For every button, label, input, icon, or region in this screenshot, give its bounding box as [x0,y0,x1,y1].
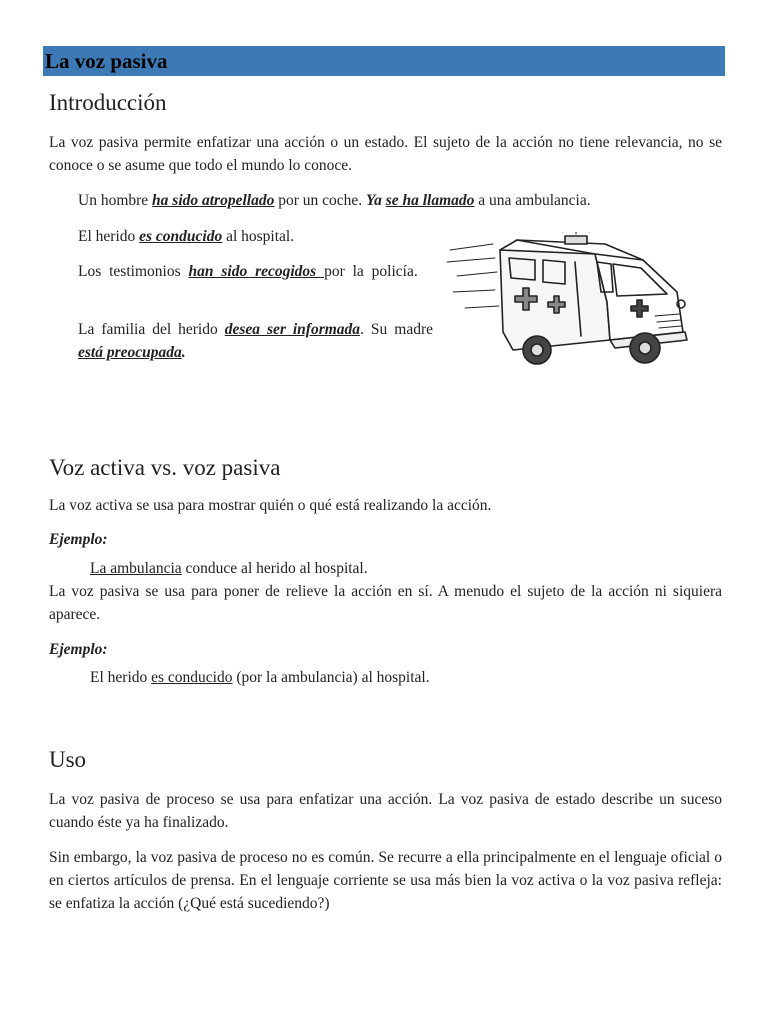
passive-phrase: desea ser informada [224,321,361,338]
passive-example [90,666,710,689]
uso-paragraph-1: La voz pasiva de proceso se usa para enfatizar una acción. La voz pasiva de estado describe un suceso cuando éste ya ha finalizado. [49,791,722,831]
intro-example-1 [78,189,718,212]
active-paragraph: La voz activa se usa para mostrar quién o qué está realizando la acción. [49,497,492,514]
intro-heading: Introducción [49,90,167,115]
text: Ya [366,192,386,209]
passive-phrase: se ha llamado [385,192,475,209]
example-label: Ejemplo: [49,641,108,658]
uso-heading: Uso [49,747,87,772]
text: Los testimonios [78,263,189,280]
text: a una ambulancia. [474,192,591,209]
passive-phrase: es conducido [139,228,223,245]
passive-phrase: ha sido atropellado [152,192,275,209]
text: conduce al herido al hospital. [181,560,368,577]
text: . [181,344,186,361]
passive-phrase: es conducido [151,669,233,686]
page-title: La voz pasiva [45,49,168,73]
subject-phrase: La ambulancia [90,560,182,577]
text: al hospital. [222,228,295,245]
intro-example-4 [78,318,433,364]
passive-phrase: han sido recogidos [188,263,325,280]
example-label: Ejemplo: [49,531,108,548]
intro-example-2 [78,225,433,248]
text: (por la ambulancia) al hospital. [232,669,430,686]
text: El herido [90,669,152,686]
active-example [90,557,710,580]
passive-paragraph: La voz pasiva se usa para poner de relieve la acción en sí. A menudo el sujeto de la acción ni siquiera aparece. [49,583,722,623]
text: Un hombre [78,192,153,209]
text: por un coche. [274,192,367,209]
text: La familia del herido [78,321,225,338]
title-bar [43,46,725,76]
intro-example-3 [78,260,433,283]
text: por la policía. [324,263,418,280]
text: . Su madre [360,321,433,338]
intro-paragraph: La voz pasiva permite enfatizar una acción o un estado. El sujeto de la acción no tiene relevancia, no se conoce o se asume que todo el mundo lo conoce. [49,134,722,174]
ambulance-illustration [445,232,693,372]
active-vs-passive-heading: Voz activa vs. voz pasiva [49,455,281,480]
uso-paragraph-2: Sin embargo, la voz pasiva de proceso no es común. Se recurre a ella principalmente en el lenguaje oficial o en ciertos artículos de prensa. En el lenguaje corriente se usa más bien la voz activa o la voz pasiva refleja: se enfatiza la acción (¿Qué está sucediendo?) [49,849,722,912]
text: El herido [78,228,140,245]
passive-phrase: está preocupada [78,344,182,361]
